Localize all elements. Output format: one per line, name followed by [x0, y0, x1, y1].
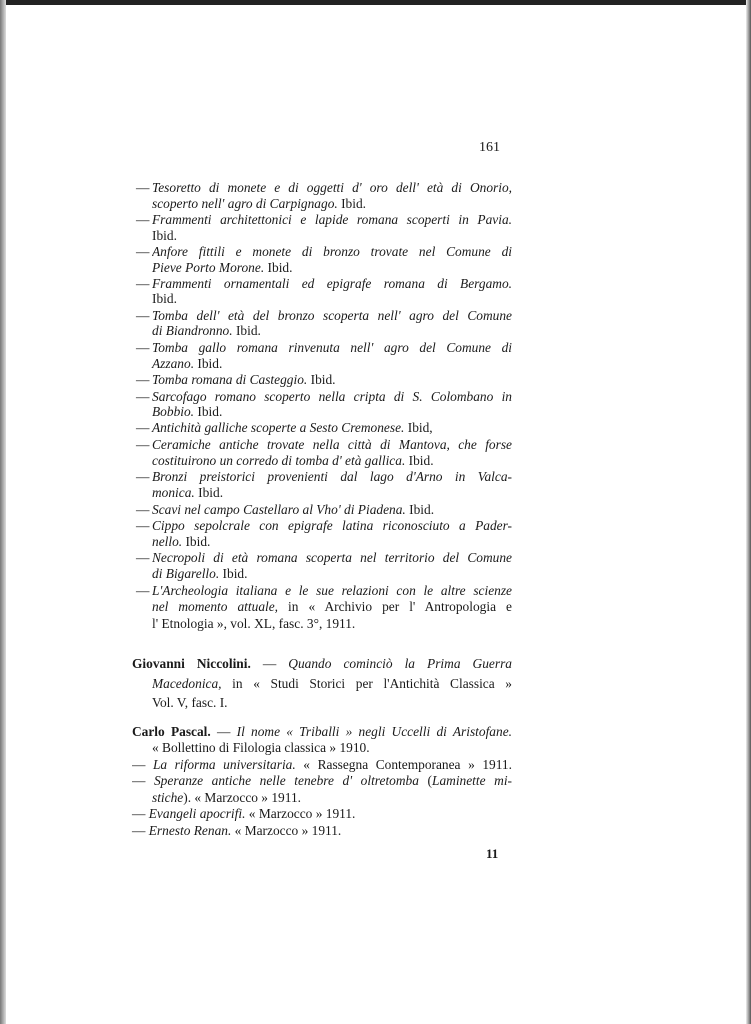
- text-line: [152, 790, 301, 806]
- italic-title: nel momento attuale,: [152, 599, 279, 614]
- text-line: [152, 534, 210, 550]
- text-line: [132, 773, 512, 789]
- italic-title: Tomba dell' età del bronzo scoperta nell' agro del Comune: [152, 308, 512, 323]
- entry-dash: —: [136, 550, 150, 565]
- text-run: Ibid.: [152, 228, 177, 243]
- italic-title: di Biandronno.: [152, 323, 233, 338]
- italic-title: di Bigarello.: [152, 566, 220, 581]
- italic-title: Cippo sepolcrale con epigrafe latina riconosciuto a Pader-: [152, 518, 512, 533]
- scan-edge-top: [0, 0, 751, 5]
- italic-title: Pieve Porto Morone.: [152, 260, 265, 275]
- text-line: [152, 566, 247, 582]
- text-run: in « Studi Storici per l'Antichità Classica »: [221, 676, 512, 691]
- italic-title: Scavi nel campo Castellaro al Vho' di Piadena.: [152, 502, 406, 517]
- italic-title: Antichità galliche scoperte a Sesto Cremonese.: [152, 420, 405, 435]
- text-run: —: [132, 757, 153, 772]
- italic-title: Evangeli apocrifi.: [148, 806, 246, 821]
- italic-title: Tesoretto di monete e di oggetti d' oro dell' età di Onorio,: [152, 180, 512, 195]
- scan-edge-left: [0, 0, 6, 1024]
- entry-dash: —: [136, 372, 150, 387]
- italic-title: Quando cominciò la Prima Guerra: [288, 656, 512, 671]
- text-line: [132, 656, 512, 672]
- italic-title: Il nome « Triballi » negli Uccelli di Aristofane.: [236, 724, 512, 739]
- text-run: —: [132, 773, 154, 788]
- text-run: « Marzocco » 1911.: [231, 823, 342, 838]
- italic-title: Frammenti architettonici e lapide romana scoperti in Pavia.: [152, 212, 512, 227]
- text-line: [132, 823, 341, 839]
- italic-title: Frammenti ornamentali ed epigrafe romana di Bergamo.: [152, 276, 512, 291]
- text-line: [152, 228, 177, 244]
- entry-dash: —: [136, 340, 150, 355]
- author-name: Carlo Pascal.: [132, 724, 211, 739]
- text-line: [152, 356, 222, 372]
- text-line: [152, 616, 355, 632]
- entry-dash: —: [136, 212, 150, 227]
- italic-title: Tomba gallo romana rinvenuta nell' agro del Comune di: [152, 340, 512, 355]
- text-run: « Rassegna Contemporanea » 1911.: [295, 757, 512, 772]
- entry-dash: —: [136, 244, 150, 259]
- italic-title: Sarcofago romano scoperto nella cripta di S. Colombano in: [152, 389, 512, 404]
- entry-dash: —: [136, 518, 150, 533]
- italic-title: nello.: [152, 534, 183, 549]
- text-run: Ibid.: [194, 485, 224, 500]
- italic-title: monica.: [152, 485, 195, 500]
- italic-title: La riforma universitaria.: [152, 757, 296, 772]
- text-run: Ibid.: [182, 534, 211, 549]
- text-line: [152, 196, 366, 212]
- text-run: —: [250, 656, 289, 671]
- text-run: Ibid,: [404, 420, 433, 435]
- text-run: —: [132, 823, 149, 838]
- text-run: « Marzocco » 1911.: [245, 806, 356, 821]
- entry-dash: —: [136, 276, 150, 291]
- entry-dash: —: [136, 389, 150, 404]
- text-line: [152, 740, 370, 756]
- italic-title: Necropoli di età romana scoperta nel territorio del Comune: [152, 550, 512, 565]
- text-run: Ibid.: [307, 372, 336, 387]
- italic-title: Anfore fittili e monete di bronzo trovate nel Comune di: [152, 244, 512, 259]
- signature-mark: 11: [486, 846, 499, 861]
- text-run: Ibid.: [405, 453, 434, 468]
- text-line: [152, 583, 512, 599]
- text-line: [152, 389, 512, 405]
- text-run: Ibid.: [219, 566, 248, 581]
- text-line: [152, 599, 512, 615]
- italic-title: Azzano.: [152, 356, 195, 371]
- italic-title: Speranze antiche nelle tenebre d' oltretomba: [153, 773, 419, 788]
- text-line: [152, 453, 434, 469]
- text-run: Ibid.: [194, 404, 223, 419]
- text-run: « Bollettino di Filologia classica » 1910.: [152, 740, 370, 755]
- text-line: [152, 437, 512, 453]
- text-line: [152, 372, 336, 388]
- text-line: [152, 323, 261, 339]
- italic-title: scoperto nell' agro di Carpignago.: [152, 196, 338, 211]
- text-run: (: [418, 773, 432, 788]
- author-name: Giovanni Niccolini.: [132, 656, 251, 671]
- text-line: [152, 404, 222, 420]
- text-line: [152, 550, 512, 566]
- italic-title: Macedonica,: [152, 676, 222, 691]
- text-line: [152, 695, 228, 711]
- text-run: Ibid.: [194, 356, 223, 371]
- italic-title: Ernesto Renan.: [148, 823, 232, 838]
- entry-dash: —: [136, 502, 150, 517]
- entry-dash: —: [136, 308, 150, 323]
- italic-title: Bobbio.: [152, 404, 195, 419]
- text-line: [152, 244, 512, 260]
- text-run: ). « Marzocco » 1911.: [183, 790, 301, 805]
- text-line: [152, 676, 512, 692]
- text-run: Ibid.: [152, 291, 177, 306]
- entry-dash: —: [136, 437, 150, 452]
- italic-title: costituirono un corredo di tomba d' età gallica.: [152, 453, 406, 468]
- entry-dash: —: [136, 583, 150, 598]
- text-line: [152, 180, 512, 196]
- text-run: Ibid.: [264, 260, 293, 275]
- italic-title: Bronzi preistorici provenienti dal lago d'Arno in Valca-: [152, 469, 512, 484]
- text-line: [152, 308, 512, 324]
- text-line: [132, 724, 512, 740]
- text-line: [152, 502, 434, 518]
- text-line: [132, 806, 355, 822]
- text-line: [152, 485, 223, 501]
- text-run: Ibid.: [337, 196, 367, 211]
- text-line: [152, 276, 512, 292]
- text-run: Ibid.: [405, 502, 435, 517]
- scan-edge-right: [746, 0, 751, 1024]
- text-line: [132, 757, 512, 773]
- italic-title: Laminette mi-: [432, 773, 512, 788]
- page-number: 161: [479, 140, 500, 155]
- text-line: [152, 212, 512, 228]
- text-run: —: [210, 724, 237, 739]
- text-run: —: [132, 806, 149, 821]
- text-run: in « Archivio per l' Antropologia e: [278, 599, 512, 614]
- italic-title: Tomba romana di Casteggio.: [152, 372, 308, 387]
- italic-title: Ceramiche antiche trovate nella città di Mantova, che forse: [152, 437, 512, 452]
- entry-dash: —: [136, 180, 150, 195]
- text-run: Ibid.: [232, 323, 261, 338]
- text-line: [152, 291, 177, 307]
- italic-title: L'Archeologia italiana e le sue relazioni con le altre scienze: [152, 583, 512, 598]
- text-run: l' Etnologia », vol. XL, fasc. 3°, 1911.: [152, 616, 356, 631]
- entry-dash: —: [136, 420, 150, 435]
- text-line: [152, 420, 433, 436]
- italic-title: stiche: [152, 790, 184, 805]
- text-line: [152, 469, 512, 485]
- entry-dash: —: [136, 469, 150, 484]
- text-line: [152, 518, 512, 534]
- text-line: [152, 260, 292, 276]
- text-run: Vol. V, fasc. I.: [152, 695, 228, 710]
- text-line: [152, 340, 512, 356]
